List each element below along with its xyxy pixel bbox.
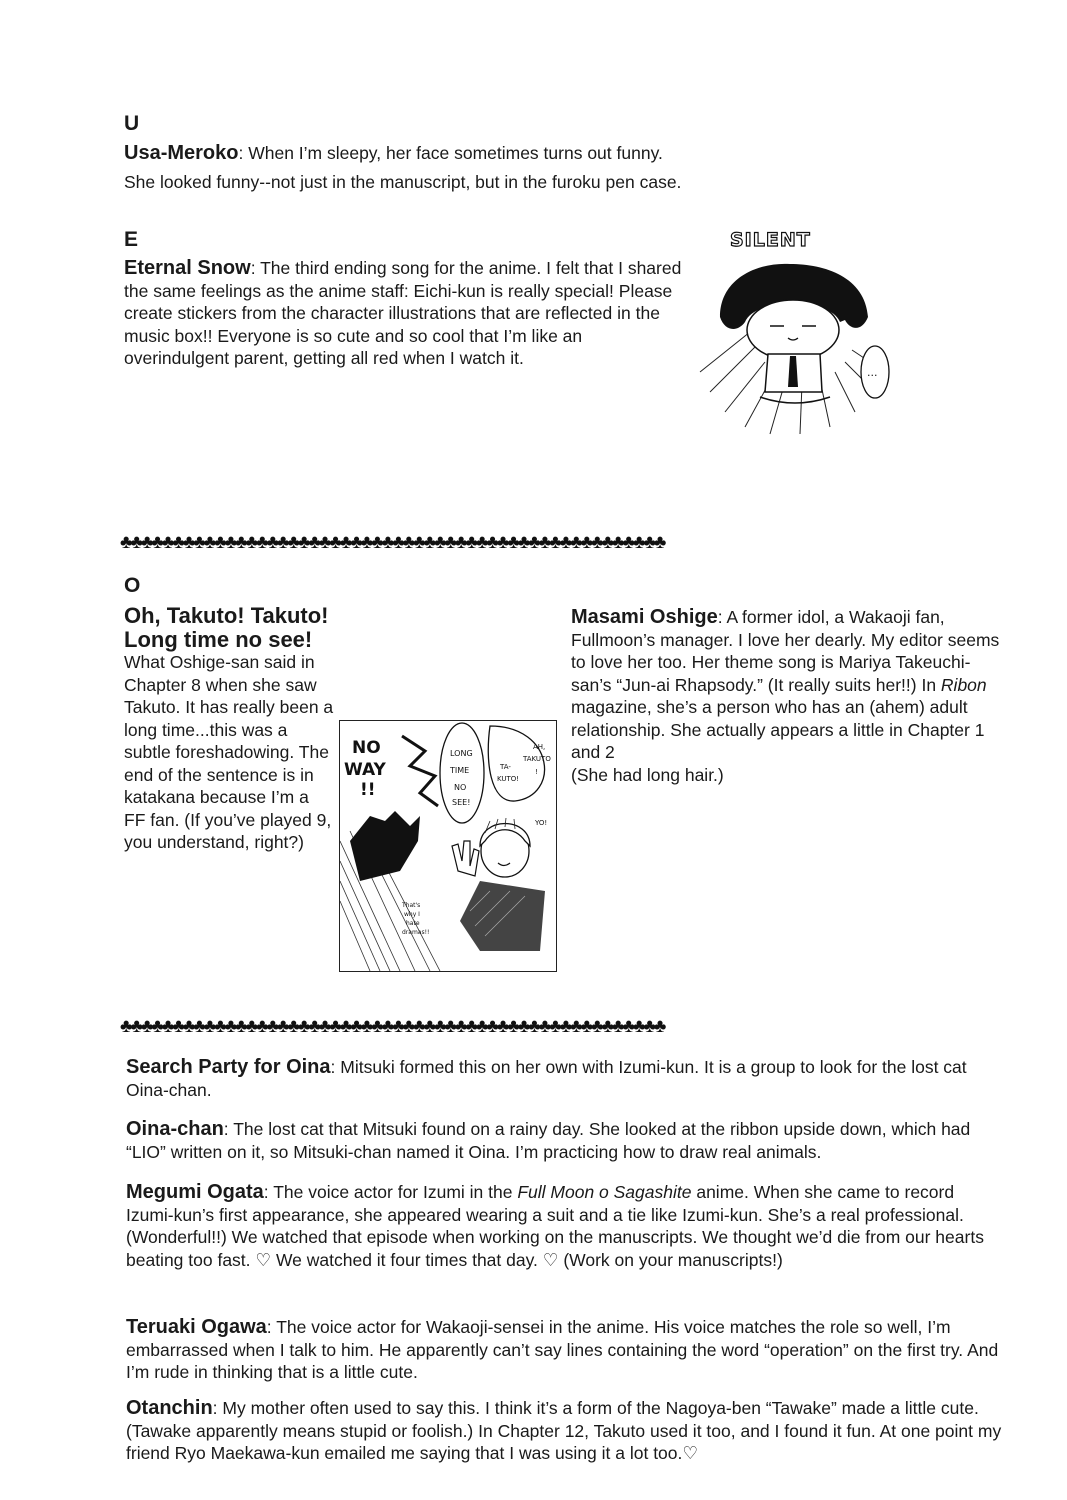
teruaki-text: : The voice actor for Wakaoji-sensei in the anime. His voice matches the role so well, I’m embarrassed when I talk to him. He apparently can’t say lines containing the word “operation” on the first try. And I’m rude in thinking that is a little cute. (126, 1317, 999, 1382)
term-otanchin: Otanchin (126, 1397, 213, 1419)
term-masami-oshige: Masami Oshige (571, 606, 718, 628)
letter-heading-e: E (124, 228, 139, 251)
masami-text-c: (She had long hair.) (571, 764, 724, 785)
svg-text:SEE!: SEE! (452, 798, 471, 807)
no-way-line-2: WAY (344, 760, 386, 780)
otanchin-text: : My mother often used to say this. I think it’s a form of the Nagoya-ben “Tawake” made a little cute. (Tawake apparently means stupid or foolish.) In Chapter 12, Takuto used it too, and I found it fun. At one point my friend Ryo Maekawa-kun emailed me saying that I was using it a lot too.♡ (126, 1398, 1002, 1463)
svg-text:dramas!!: dramas!! (402, 929, 430, 936)
megumi-text-a: : The voice actor for Izumi in the (263, 1182, 518, 1202)
term-eternal-snow: Eternal Snow (124, 257, 251, 279)
term-teruaki-ogawa: Teruaki Ogawa (126, 1316, 267, 1338)
term-megumi-ogata: Megumi Ogata (126, 1181, 264, 1203)
entry-usa-meroko (124, 142, 884, 193)
term-usa-meroko: Usa-Meroko (124, 142, 239, 164)
entry-masami-oshige (571, 606, 1001, 786)
oina-chan-text: : The lost cat that Mitsuki found on a rainy day. She looked at the ribbon upside down, which had “LIO” written on it, so Mitsuki-chan named it Oina. I’m practicing how to draw real animals. (126, 1119, 971, 1162)
usa-meroko-text-2: She looked funny--not just in the manuscript, but in the furoku pen case. (124, 171, 682, 192)
svg-text:why I: why I (404, 911, 420, 918)
svg-text:AH,: AH, (533, 743, 546, 751)
svg-text:!: ! (535, 768, 538, 776)
no-way-line-3: !! (360, 780, 376, 800)
entry-otanchin (126, 1397, 1006, 1465)
entry-teruaki-ogawa (126, 1316, 1006, 1384)
manga-panel-illustration (339, 720, 557, 972)
silent-caption: SILENT (730, 229, 811, 251)
no-way-line-1: NO (352, 738, 381, 758)
megumi-text-b: anime. When she came to record Izumi-kun’s first appearance, she appeared wearing a suit and a tie like Izumi-kun. She’s a real professional. (Wonderful!!) We watched that episode when working on the manuscripts. We thought we’d die from our hearts beating too fast. ♡ We watched it four times that day. ♡ (Work on your manuscripts!) (126, 1182, 984, 1270)
ribon-italic: Ribon (940, 674, 987, 695)
full-moon-italic: Full Moon o Sagashite (517, 1182, 692, 1202)
entry-megumi-ogata (126, 1181, 1006, 1271)
quote-title-line-2: Long time no see! (124, 627, 313, 652)
letter-heading-o: O (124, 574, 141, 597)
svg-text:YO!: YO! (535, 819, 548, 827)
svg-text:TA-: TA- (500, 763, 511, 771)
svg-text:KUTO!: KUTO! (497, 775, 520, 783)
svg-text:NO: NO (454, 783, 467, 792)
o-quote-title (124, 604, 364, 652)
ellipsis-bubble-text: ... (867, 366, 878, 379)
term-search-party: Search Party for Oina (126, 1056, 331, 1078)
entry-oina-chan (126, 1118, 1006, 1163)
letter-heading-u: U (124, 112, 140, 135)
entry-search-party (126, 1056, 1006, 1101)
usa-meroko-text: : When I’m sleepy, her face sometimes turns out funny. (238, 143, 663, 163)
quote-explanation: What Oshige-san said in Chapter 8 when she saw Takuto. It has really been a long time...this was a subtle foreshadowing. The end of the sentence is in katakana because I’m a FF fan. (If you’ve played 9, you understand, right?) (124, 652, 334, 852)
svg-text:TAKUTO: TAKUTO (523, 755, 551, 763)
masami-text-b: magazine, she’s a person who has an (ahem) adult relationship. She actually appears a little in Chapter 1 and 2 (571, 697, 985, 762)
svg-text:hate: hate (406, 920, 420, 927)
entry-eternal-snow (124, 257, 689, 370)
svg-text:That's: That's (402, 902, 421, 909)
clover-divider-bottom: ♣♣♣♣♣♣♣♣♣♣♣♣♣♣♣♣♣♣♣♣♣♣♣♣♣♣♣♣♣♣♣♣♣♣♣♣♣♣♣♣♣♣♣♣♣♣♣♣♣♣♣♣ (120, 1016, 665, 1037)
search-party-text: : Mitsuki formed this on her own with Izumi-kun. It is a group to look for the lost cat Oina-chan. (126, 1057, 967, 1100)
masami-text-a: : A former idol, a Wakaoji fan, Fullmoon’s manager. I love her dearly. My editor seems to love her too. Her theme song is Mariya Takeuchi-san’s “Jun-ai Rhapsody.” (It really suits her!!) In (571, 607, 1000, 695)
eternal-snow-text: : The third ending song for the anime. I felt that I shared the same feelings as the anime staff: Eichi-kun is really special! Please create stickers from the character illustrations that are reflected in the music box!! Everyone is so cute and so cool that I’m like an overindulgent parent, getting all red when I watch it. (124, 258, 682, 368)
svg-text:TIME: TIME (450, 766, 470, 775)
clover-divider-top: ♣♣♣♣♣♣♣♣♣♣♣♣♣♣♣♣♣♣♣♣♣♣♣♣♣♣♣♣♣♣♣♣♣♣♣♣♣♣♣♣♣♣♣♣♣♣♣♣♣♣♣♣ (120, 532, 665, 553)
svg-text:LONG: LONG (450, 749, 473, 758)
quote-title-line-1: Oh, Takuto! Takuto! (124, 603, 329, 628)
silent-character-illustration (690, 222, 900, 442)
term-oina-chan: Oina-chan (126, 1118, 224, 1140)
